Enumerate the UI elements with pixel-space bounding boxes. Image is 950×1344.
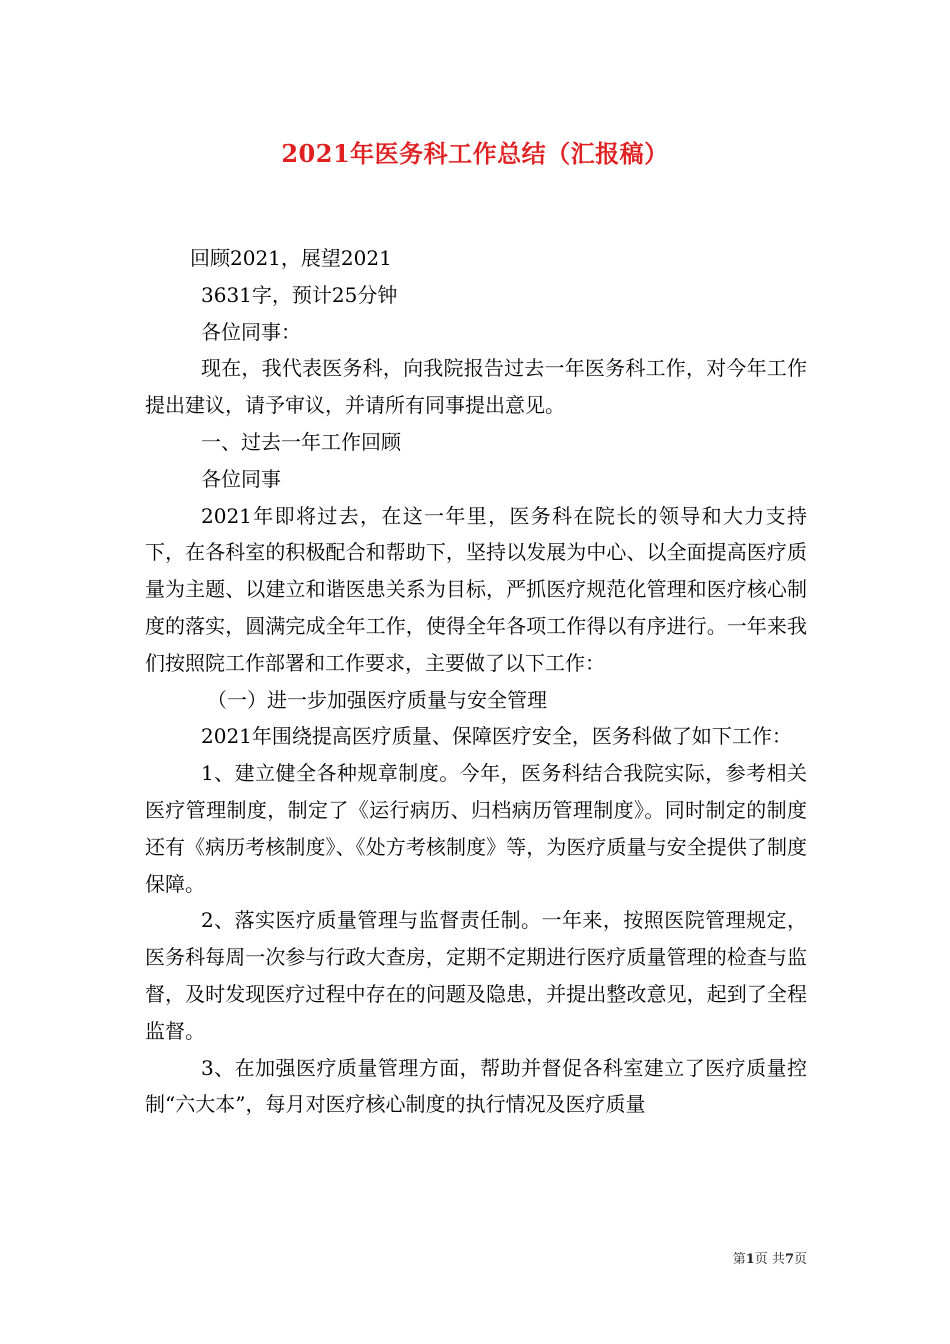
page-footer xyxy=(733,1248,807,1267)
document-title: 2021年医务科工作总结（汇报稿） xyxy=(281,139,669,168)
subsection-heading-1: （一）进一步加强医疗质量与安全管理 xyxy=(207,687,547,712)
paragraph-item-1: 1、建立健全各种规章制度。今年，医务科结合我院实际，参考相关医疗管理制度，制定了《运行病历、归档病历管理制度》。同时制定的制度还有《病历考核制度》、《处方考核制度》等，为医疗质量与安全提供了制度保障。 xyxy=(145,761,807,896)
paragraph-review: 回顾2021，展望2021 xyxy=(190,246,392,270)
footer-prefix: 第 xyxy=(732,1252,746,1267)
footer-total-pages: 7 xyxy=(784,1252,794,1267)
paragraph-quality-intro: 2021年围绕提高医疗质量、保障医疗安全，医务科做了如下工作： xyxy=(201,724,792,749)
paragraph-item-3: 3、在加强医疗质量管理方面，帮助并督促各科室建立了医疗质量控制“六大本”，每月对医疗核心制度的执行情况及医疗质量 xyxy=(145,1055,807,1117)
footer-suffix: 页 xyxy=(793,1252,807,1267)
paragraph-intro: 现在，我代表医务科，向我院报告过去一年医务科工作，对今年工作提出建议，请予审议，并请所有同事提出意见。 xyxy=(145,356,807,418)
footer-middle: 页 共 xyxy=(754,1252,785,1267)
paragraph-greeting: 各位同事： xyxy=(201,319,301,344)
footer-page-number: 1 xyxy=(745,1252,755,1267)
paragraph-salutation: 各位同事 xyxy=(201,466,281,491)
document-body xyxy=(145,240,807,1123)
section-heading-1: 一、过去一年工作回顾 xyxy=(201,429,401,454)
paragraph-item-2: 2、落实医疗质量管理与监督责任制。一年来，按照医院管理规定，医务科每周一次参与行政大查房，定期不定期进行医疗质量管理的检查与监督，及时发现医疗过程中存在的问题及隐患，并提出整改意见，起到了全程监督。 xyxy=(145,908,807,1043)
paragraph-overview: 2021年即将过去，在这一年里，医务科在院长的领导和大力支持下，在各科室的积极配合和帮助下，坚持以发展为中心、以全面提高医疗质量为主题、以建立和谐医患关系为目标，严抓医疗规范化管理和医疗核心制度的落实，圆满完成全年工作，使得全年各项工作得以有序进行。一年来我们按照院工作部署和工作要求，主要做了以下工作： xyxy=(145,503,807,675)
paragraph-word-count: 3631字，预计25分钟 xyxy=(201,282,398,307)
